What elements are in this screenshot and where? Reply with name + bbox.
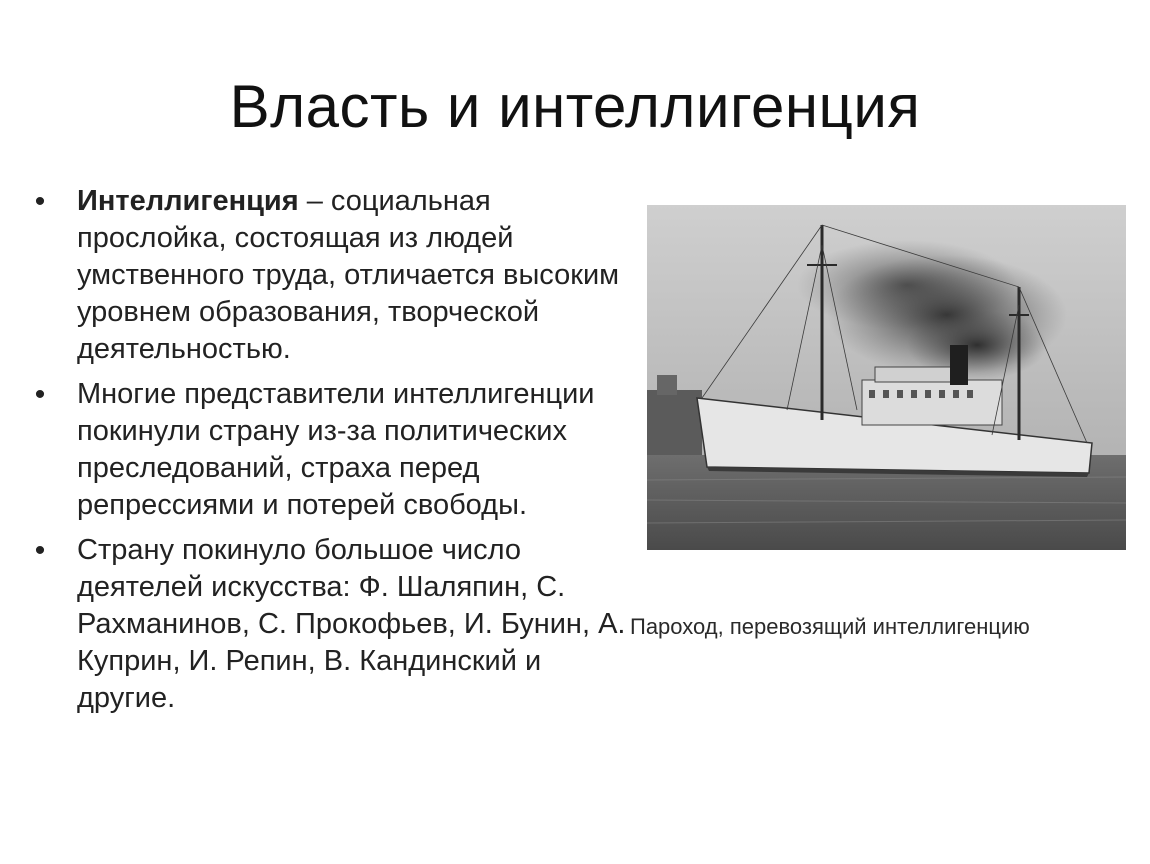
bullet-item-artists [30,532,630,717]
bullet-icon: • [34,185,46,218]
bullet-text: Страну покинуло большое число деятелей искусства: Ф. Шаляпин, С. Рахманинов, С. Прокофьев, И. Бунин, А. Куприн, И. Репин, В. Кандинский и другие. [77,534,626,714]
bullet-term: Интеллигенция [77,185,299,217]
photo-caption: Пароход, перевозящий интеллигенцию [630,614,1030,639]
bullet-list [30,183,630,725]
bullet-icon: • [34,378,46,411]
steamship-photo [647,205,1126,550]
slide-title: Власть и интеллигенция [229,73,921,140]
bullet-text: – социальная прослойка, состоящая из людей умственного труда, отличается высоким уровнем образования, творческой деятельностью. [77,185,620,365]
steamship-illustration [647,205,1126,550]
bullet-item-intelligentsia [30,183,630,368]
bullet-text: Многие представители интеллигенции покинули страну из-за политических преследований, страха перед репрессиями и потерей свободы. [77,378,595,521]
bullet-item-emigration [30,376,630,524]
bullet-icon: • [34,534,46,567]
